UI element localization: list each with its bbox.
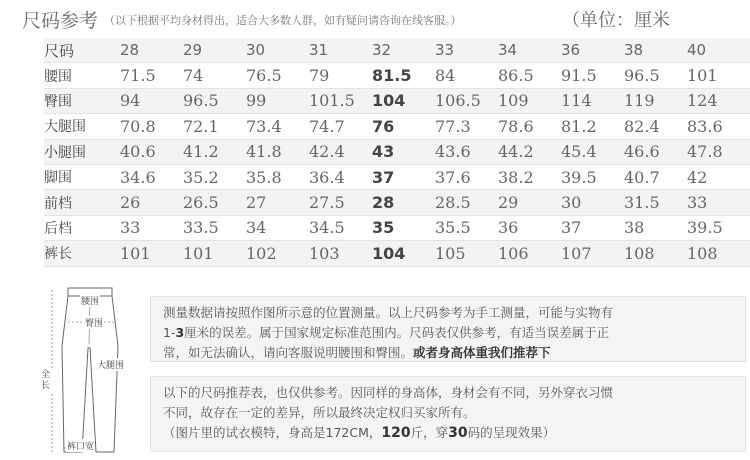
row-label: 小腿围 xyxy=(44,139,120,164)
size-value-cell: 41.8 xyxy=(246,139,309,164)
row-label: 大腿围 xyxy=(44,114,120,139)
diagram-hem-label: 裤口宽 xyxy=(66,439,95,452)
row-label: 腰围 xyxy=(44,63,120,88)
row-label: 前档 xyxy=(44,190,120,215)
size-table xyxy=(44,38,750,267)
recommend-note xyxy=(150,376,746,452)
note-text: 常，如无法确认，请向客服说明腰围和臀围。 xyxy=(163,345,414,360)
note-text: （图片里的试衣模特，身高是172CM， xyxy=(163,425,382,440)
size-value-cell: 101 xyxy=(183,241,246,266)
size-value-cell: 27 xyxy=(246,190,309,215)
size-value-cell: 34.6 xyxy=(120,164,183,189)
size-value-cell: 43.6 xyxy=(435,139,498,164)
size-value-cell: 33 xyxy=(120,215,183,240)
row-label: 尺码 xyxy=(44,38,120,63)
diagram-waist-label: 腰围 xyxy=(80,294,100,307)
header-note: （以下根据平均身材得出，适合大多数人群，如有疑问请咨询在线客服。） xyxy=(104,14,462,27)
note-line: 以下的尺码推荐表，也仅供参考。因同样的身高体，身材会有不同，另外穿衣习惯 xyxy=(163,385,614,400)
size-value-cell: 28 xyxy=(372,190,435,215)
size-value-cell: 103 xyxy=(309,241,372,266)
size-value-cell: 39.5 xyxy=(561,164,624,189)
size-value-cell: 35 xyxy=(372,215,435,240)
note-text: 斤，穿 xyxy=(410,425,449,440)
size-value-cell: 31.5 xyxy=(624,190,687,215)
size-header-cell: 30 xyxy=(246,38,309,63)
note-bold: 或者身高体重我们推荐下 xyxy=(413,345,551,360)
size-value-cell: 30 xyxy=(561,190,624,215)
row-label: 臀围 xyxy=(44,88,120,113)
size-value-cell: 34.5 xyxy=(309,215,372,240)
size-value-cell: 119 xyxy=(624,88,687,113)
diagram-thigh-label: 大腿围 xyxy=(96,358,125,371)
size-value-cell: 34 xyxy=(246,215,309,240)
size-header-cell: 40 xyxy=(687,38,750,63)
size-value-cell: 81.5 xyxy=(372,63,435,88)
size-value-cell: 33.5 xyxy=(183,215,246,240)
note-line xyxy=(163,323,733,343)
size-header-cell: 31 xyxy=(309,38,372,63)
size-value-cell: 35.2 xyxy=(183,164,246,189)
row-label: 后档 xyxy=(44,215,120,240)
size-value-cell: 37 xyxy=(372,164,435,189)
note-text: 1- xyxy=(163,325,176,340)
size-header-cell: 36 xyxy=(561,38,624,63)
size-value-cell: 94 xyxy=(120,88,183,113)
size-value-cell: 76.5 xyxy=(246,63,309,88)
table-row xyxy=(44,114,750,139)
size-value-cell: 74.7 xyxy=(309,114,372,139)
size-value-cell: 45.4 xyxy=(561,139,624,164)
size-value-cell: 101 xyxy=(120,241,183,266)
note-line: 测量数据请按照作图所示意的位置测量。以上尺码参考为手工测量，可能与实物有 xyxy=(163,305,614,320)
size-header-cell: 29 xyxy=(183,38,246,63)
size-value-cell: 78.6 xyxy=(498,114,561,139)
size-value-cell: 36 xyxy=(498,215,561,240)
size-value-cell: 35.8 xyxy=(246,164,309,189)
size-value-cell: 102 xyxy=(246,241,309,266)
size-value-cell: 81.2 xyxy=(561,114,624,139)
note-bold: 120 xyxy=(381,425,411,441)
size-header-cell: 33 xyxy=(435,38,498,63)
table-row xyxy=(44,190,750,215)
table-row xyxy=(44,139,750,164)
size-value-cell: 107 xyxy=(561,241,624,266)
size-value-cell: 101 xyxy=(687,63,750,88)
table-row xyxy=(44,63,750,88)
size-value-cell: 44.2 xyxy=(498,139,561,164)
size-value-cell: 108 xyxy=(624,241,687,266)
size-value-cell: 37 xyxy=(561,215,624,240)
note-bold: 30 xyxy=(448,425,468,441)
size-value-cell: 72.1 xyxy=(183,114,246,139)
size-value-cell: 73.4 xyxy=(246,114,309,139)
size-value-cell: 28.5 xyxy=(435,190,498,215)
size-value-cell: 91.5 xyxy=(561,63,624,88)
size-value-cell: 96.5 xyxy=(183,88,246,113)
size-value-cell: 29 xyxy=(498,190,561,215)
diagram-hip-label: 臀围 xyxy=(84,316,104,329)
size-value-cell: 38 xyxy=(624,215,687,240)
note-text: 码的呈现效果） xyxy=(467,425,556,440)
size-value-cell: 27.5 xyxy=(309,190,372,215)
size-value-cell: 84 xyxy=(435,63,498,88)
pants-diagram xyxy=(30,286,140,456)
measurement-note xyxy=(150,296,746,362)
size-value-cell: 71.5 xyxy=(120,63,183,88)
note-line xyxy=(163,423,733,443)
table-row xyxy=(44,215,750,240)
size-value-cell: 38.2 xyxy=(498,164,561,189)
header xyxy=(0,0,750,36)
size-value-cell: 37.6 xyxy=(435,164,498,189)
size-value-cell: 36.4 xyxy=(309,164,372,189)
size-value-cell: 40.7 xyxy=(624,164,687,189)
size-header-cell: 38 xyxy=(624,38,687,63)
size-value-cell: 77.3 xyxy=(435,114,498,139)
size-value-cell: 114 xyxy=(561,88,624,113)
size-value-cell: 35.5 xyxy=(435,215,498,240)
size-value-cell: 43 xyxy=(372,139,435,164)
size-value-cell: 42 xyxy=(687,164,750,189)
diagram-length-label: 全长 xyxy=(40,370,54,392)
size-value-cell: 99 xyxy=(246,88,309,113)
size-value-cell: 46.6 xyxy=(624,139,687,164)
size-value-cell: 74 xyxy=(183,63,246,88)
size-value-cell: 108 xyxy=(687,241,750,266)
size-value-cell: 109 xyxy=(498,88,561,113)
size-value-cell: 79 xyxy=(309,63,372,88)
size-value-cell: 41.2 xyxy=(183,139,246,164)
size-value-cell: 26.5 xyxy=(183,190,246,215)
size-value-cell: 82.4 xyxy=(624,114,687,139)
size-value-cell: 101.5 xyxy=(309,88,372,113)
note-bold: 3 xyxy=(175,325,185,340)
size-value-cell: 104 xyxy=(372,88,435,113)
table-row xyxy=(44,164,750,189)
size-value-cell: 124 xyxy=(687,88,750,113)
page-title: 尺码参考 xyxy=(22,10,99,32)
size-value-cell: 40.6 xyxy=(120,139,183,164)
size-value-cell: 47.8 xyxy=(687,139,750,164)
row-label: 裤长 xyxy=(44,241,120,266)
size-value-cell: 26 xyxy=(120,190,183,215)
size-value-cell: 83.6 xyxy=(687,114,750,139)
size-header-cell: 34 xyxy=(498,38,561,63)
size-value-cell: 76 xyxy=(372,114,435,139)
size-value-cell: 39.5 xyxy=(687,215,750,240)
note-text: 厘米的误差。属于国家规定标准范围内。尺码表仅供参考，有适当误差属于正 xyxy=(184,325,610,340)
size-value-cell: 104 xyxy=(372,241,435,266)
unit-label: （单位：厘米 xyxy=(562,10,670,31)
table-row xyxy=(44,88,750,113)
row-label: 脚围 xyxy=(44,164,120,189)
size-value-cell: 86.5 xyxy=(498,63,561,88)
note-line xyxy=(163,343,733,363)
size-value-cell: 106.5 xyxy=(435,88,498,113)
note-line: 不同，故存在一定的差异，所以最终决定权归买家所有。 xyxy=(163,405,476,420)
table-row xyxy=(44,241,750,266)
size-value-cell: 70.8 xyxy=(120,114,183,139)
size-header-cell: 32 xyxy=(372,38,435,63)
size-header-cell: 28 xyxy=(120,38,183,63)
size-value-cell: 106 xyxy=(498,241,561,266)
size-value-cell: 96.5 xyxy=(624,63,687,88)
size-value-cell: 105 xyxy=(435,241,498,266)
size-header-row xyxy=(44,38,750,63)
size-value-cell: 33 xyxy=(687,190,750,215)
size-value-cell: 42.4 xyxy=(309,139,372,164)
